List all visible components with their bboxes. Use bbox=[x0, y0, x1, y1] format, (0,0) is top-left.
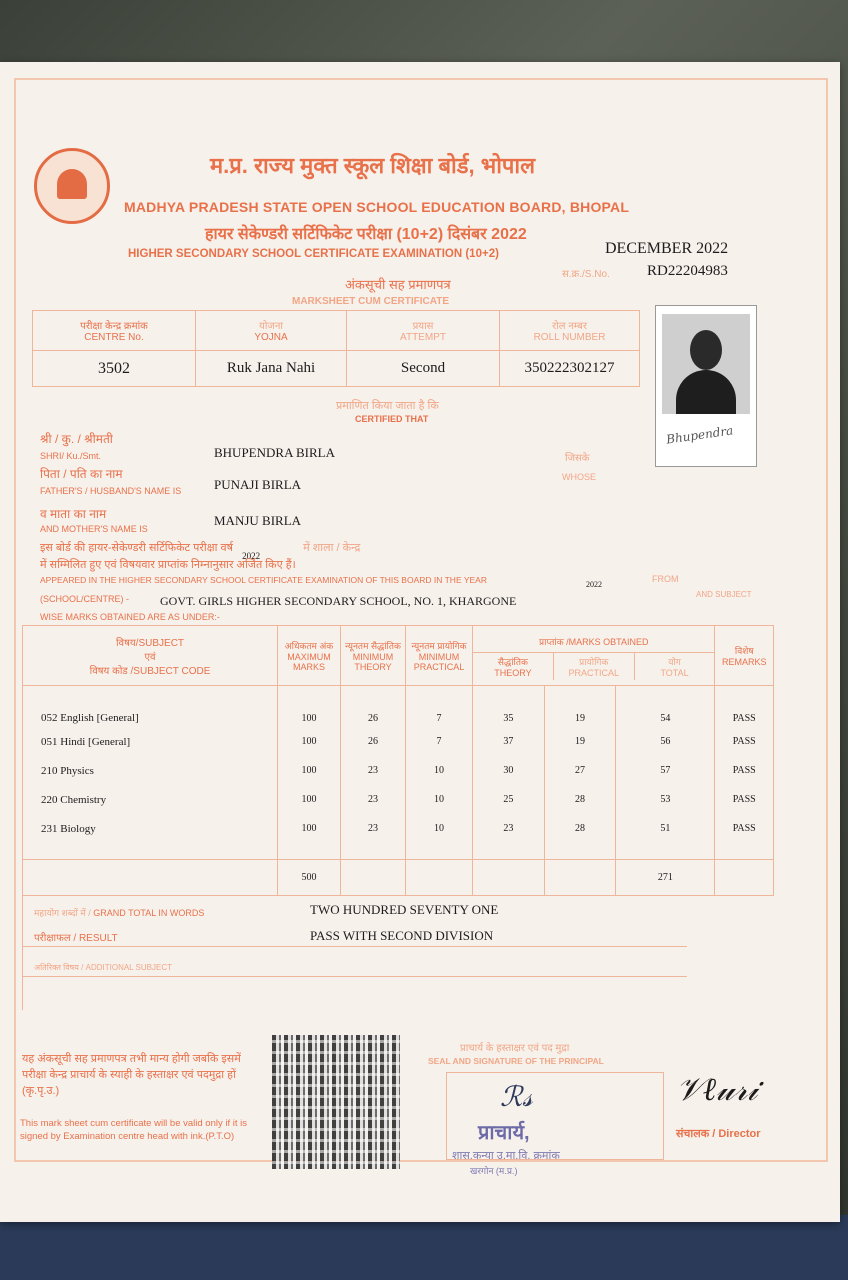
photo-body bbox=[676, 370, 736, 414]
appeared-hindi-line1 bbox=[40, 540, 361, 561]
additional-subject-label bbox=[34, 962, 172, 973]
min-practical-header-en: MINIMUM PRACTICAL bbox=[413, 652, 465, 672]
grand-total-label bbox=[34, 906, 204, 919]
yojna-value: Ruk Jana Nahi bbox=[196, 351, 347, 387]
subject-row bbox=[23, 788, 774, 817]
min-theory-header bbox=[341, 626, 406, 686]
mother-label-english: AND MOTHER'S NAME IS bbox=[40, 524, 148, 534]
subject-max-cell: 100 bbox=[278, 788, 341, 817]
subject-th-cell: 37 bbox=[473, 730, 545, 759]
subject-pr-cell: 28 bbox=[544, 788, 616, 817]
school-label: (SCHOOL/CENTRE) - bbox=[40, 594, 130, 604]
director-label bbox=[676, 1126, 761, 1141]
subject-pr-cell: 28 bbox=[544, 817, 616, 846]
subject-min-th-cell: 26 bbox=[341, 686, 406, 730]
from-label: FROM bbox=[652, 574, 679, 584]
subject-total-cell: 57 bbox=[616, 759, 715, 788]
practical-header-en: PRACTICAL bbox=[568, 668, 619, 678]
subject-total-cell: 53 bbox=[616, 788, 715, 817]
max-header-en: MAXIMUM MARKS bbox=[287, 652, 331, 672]
yojna-label-hi: योजना bbox=[259, 321, 283, 332]
centre-header bbox=[33, 311, 196, 351]
roll-label-en: ROLL NUMBER bbox=[533, 332, 606, 343]
name-label-hindi: श्री / कु. / श्रीमती bbox=[40, 432, 113, 446]
appeared-hindi-text: इस बोर्ड की हायर-सेकेण्डरी सर्टिफिकेट परीक्षा वर्ष bbox=[40, 542, 234, 554]
subject-rows-spacer bbox=[23, 846, 774, 860]
marks-header-row bbox=[23, 626, 774, 686]
subject-pr-cell: 27 bbox=[544, 759, 616, 788]
subject-max-cell: 100 bbox=[278, 817, 341, 846]
subject-row bbox=[23, 759, 774, 788]
roll-value: 350222302127 bbox=[500, 351, 640, 387]
remarks-header bbox=[715, 626, 774, 686]
min-theory-header-hi: न्यूनतम सैद्धांतिक bbox=[345, 641, 401, 651]
practical-header bbox=[554, 653, 635, 680]
footer-note-english: This mark sheet cum certificate will be valid only if it is signed by Examination centre head with ink.(P.T.O) bbox=[20, 1118, 248, 1142]
subject-total-cell: 54 bbox=[616, 686, 715, 730]
obtained-subheaders bbox=[473, 653, 714, 680]
seal-label-hindi: प्राचार्य के हस्ताक्षर एवं पद मुद्रा bbox=[460, 1043, 570, 1054]
subject-row bbox=[23, 686, 774, 730]
footer-note-hindi: यह अंकसूची सह प्रमाणपत्र तभी मान्य होगी जबकि इसमें परीक्षा केन्द्र प्राचार्य के स्याही के हस्ताक्षर एवं पदमुद्रा हों (कृ.पृ.उ.) bbox=[22, 1053, 241, 1097]
remarks-header-hi: विशेष bbox=[734, 646, 754, 656]
board-name-english: MADHYA PRADESH STATE OPEN SCHOOL EDUCATION BOARD, BHOPAL bbox=[124, 199, 630, 215]
yojna-label-en: YOJNA bbox=[254, 332, 288, 343]
mother-label-hindi: व माता का नाम bbox=[40, 507, 107, 521]
name-label-english: SHRI/ Ku./Smt. bbox=[40, 451, 102, 461]
attempt-label-hi: प्रयास bbox=[412, 321, 434, 332]
exam-month: DECEMBER 2022 bbox=[605, 240, 729, 257]
subject-th-cell: 35 bbox=[473, 686, 545, 730]
result-divider-2 bbox=[23, 976, 687, 977]
certified-hindi: प्रमाणित किया जाता है कि bbox=[336, 400, 439, 412]
subject-total-cell: 51 bbox=[616, 817, 715, 846]
grand-total-label-en: GRAND TOTAL IN WORDS bbox=[93, 908, 205, 918]
director-label-en: Director bbox=[718, 1128, 761, 1140]
roll-label-hi: रोल नम्बर bbox=[552, 321, 587, 332]
subject-th-cell: 23 bbox=[473, 817, 545, 846]
director-label-hi: संचालक / bbox=[676, 1128, 716, 1140]
remarks-header-en: REMARKS bbox=[721, 657, 767, 667]
subject-header-eva: एवं bbox=[144, 651, 156, 663]
subject-th-cell: 30 bbox=[473, 759, 545, 788]
spacer-cell bbox=[23, 846, 278, 860]
subject-pr-cell: 19 bbox=[544, 730, 616, 759]
min-practical-header-hi: न्यूनतम प्रायोगिक bbox=[411, 641, 467, 651]
subject-min-pr-cell: 10 bbox=[406, 788, 473, 817]
subject-name-cell: 220 Chemistry bbox=[23, 788, 278, 817]
result-divider-1 bbox=[23, 946, 687, 947]
practical-header-hi: प्रायोगिक bbox=[579, 657, 609, 667]
max-header-hi: अधिकतम अंक bbox=[284, 641, 334, 651]
total-header-en: TOTAL bbox=[660, 668, 689, 678]
photo-head bbox=[690, 330, 722, 370]
subject-name-cell: 052 English [General] bbox=[23, 686, 278, 730]
director-signature-icon: 𝒱ℓ𝓊𝓇𝒾 bbox=[676, 1070, 758, 1108]
subject-min-th-cell: 23 bbox=[341, 759, 406, 788]
total-header bbox=[635, 653, 715, 680]
roll-header bbox=[500, 311, 640, 351]
appeared-english-line: APPEARED IN THE HIGHER SECONDARY SCHOOL CERTIFICATE EXAMINATION OF THIS BOARD IN THE YEAR bbox=[40, 575, 487, 585]
principal-stamp-line1: प्राचार्य, bbox=[478, 1122, 530, 1144]
spacer-cell bbox=[715, 846, 774, 860]
subject-min-th-cell: 23 bbox=[341, 817, 406, 846]
additional-label-hi: अतिरिक्त विषय / bbox=[34, 963, 84, 972]
result-value: PASS WITH SECOND DIVISION bbox=[310, 928, 494, 943]
subject-remark-cell: PASS bbox=[715, 730, 774, 759]
subject-min-th-cell: 26 bbox=[341, 730, 406, 759]
title-hindi: अंकसूची सह प्रमाणपत्र bbox=[345, 277, 451, 292]
appeared-hindi-line2: में सम्मिलित हुए एवं विषयवार प्राप्तांक निम्नानुसार अर्जित किए हैं। bbox=[40, 559, 296, 571]
candidate-info-table bbox=[32, 310, 640, 387]
subject-min-th-cell: 23 bbox=[341, 788, 406, 817]
attempt-header bbox=[347, 311, 500, 351]
candidate-name: BHUPENDRA BIRLA bbox=[214, 445, 335, 460]
serial-label: स.क्र./S.No. bbox=[562, 269, 610, 280]
subject-rows bbox=[23, 686, 774, 860]
spacer-cell bbox=[406, 846, 473, 860]
total-obtained-marks: 271 bbox=[616, 860, 715, 896]
photo-image bbox=[662, 314, 750, 414]
subject-total-cell: 56 bbox=[616, 730, 715, 759]
theory-header-hi: सैद्धांतिक bbox=[497, 657, 528, 667]
result-label bbox=[34, 930, 118, 944]
subject-remark-cell: PASS bbox=[715, 817, 774, 846]
subject-min-pr-cell: 10 bbox=[406, 817, 473, 846]
subject-row bbox=[23, 730, 774, 759]
subject-pr-cell: 19 bbox=[544, 686, 616, 730]
candidate-photo bbox=[655, 305, 757, 467]
title-english: MARKSHEET CUM CERTIFICATE bbox=[292, 296, 450, 307]
obtained-header-label: प्राप्तांक /MARKS OBTAINED bbox=[473, 631, 714, 653]
subject-name-cell: 051 Hindi [General] bbox=[23, 730, 278, 759]
photo-signature: Bhupendra bbox=[665, 423, 735, 447]
subject-name-cell: 231 Biology bbox=[23, 817, 278, 846]
max-header bbox=[278, 626, 341, 686]
subject-remark-cell: PASS bbox=[715, 759, 774, 788]
min-practical-header bbox=[406, 626, 473, 686]
attempt-value: Second bbox=[347, 351, 500, 387]
exam-name-hindi: हायर सेकेण्डरी सर्टिफिकेट परीक्षा (10+2) दिसंबर 2022 bbox=[205, 226, 527, 243]
father-label-hindi: पिता / पति का नाम bbox=[40, 467, 123, 481]
certified-english: CERTIFIED THAT bbox=[355, 414, 429, 424]
theory-header-en: THEORY bbox=[494, 668, 532, 678]
whose-hindi: जिसके bbox=[565, 453, 590, 464]
father-name: PUNAJI BIRLA bbox=[214, 477, 302, 492]
board-logo-icon bbox=[34, 148, 110, 224]
subject-header-hi: विषय/SUBJECT bbox=[115, 637, 185, 649]
grand-total-words: TWO HUNDRED SEVENTY ONE bbox=[310, 902, 499, 917]
serial-number: RD22204983 bbox=[647, 263, 728, 279]
subject-remark-cell: PASS bbox=[715, 788, 774, 817]
subject-remark-cell: PASS bbox=[715, 686, 774, 730]
subject-max-cell: 100 bbox=[278, 730, 341, 759]
exam-name-english: HIGHER SECONDARY SCHOOL CERTIFICATE EXAMINATION (10+2) bbox=[128, 248, 499, 260]
attempt-label-en: ATTEMPT bbox=[400, 332, 446, 343]
min-theory-header-en: MINIMUM THEORY bbox=[352, 652, 394, 672]
and-subject-label: AND SUBJECT bbox=[696, 590, 752, 599]
spacer-cell bbox=[544, 846, 616, 860]
subject-max-cell: 100 bbox=[278, 759, 341, 788]
result-label-en: RESULT bbox=[78, 933, 118, 944]
mother-name: MANJU BIRLA bbox=[214, 513, 302, 528]
wise-marks-label: WISE MARKS OBTAINED ARE AS UNDER:- bbox=[40, 612, 220, 622]
appeared-year-hindi: 2022 bbox=[242, 551, 261, 561]
subject-row bbox=[23, 817, 774, 846]
subject-min-pr-cell: 7 bbox=[406, 730, 473, 759]
school-name: GOVT. GIRLS HIGHER SECONDARY SCHOOL, NO. 1, KHARGONE bbox=[160, 594, 517, 608]
subject-max-cell: 100 bbox=[278, 686, 341, 730]
qr-code-icon bbox=[272, 1035, 400, 1169]
principal-signature-icon: ℛ𝓈 bbox=[500, 1080, 533, 1113]
principal-seal-box bbox=[446, 1072, 664, 1160]
result-label-hi: परीक्षाफल / bbox=[34, 933, 77, 944]
subject-header-code: विषय कोड /SUBJECT CODE bbox=[89, 665, 211, 677]
appeared-year: 2022 bbox=[586, 580, 602, 589]
subject-name-cell: 210 Physics bbox=[23, 759, 278, 788]
spacer-cell bbox=[341, 846, 406, 860]
father-label-english: FATHER'S / HUSBAND'S NAME IS bbox=[40, 486, 182, 496]
principal-stamp-line3: खरगोन (म.प्र.) bbox=[470, 1166, 518, 1176]
spacer-cell bbox=[278, 846, 341, 860]
totals-blank-6 bbox=[715, 860, 774, 896]
centre-label-hi: परीक्षा केन्द्र क्रमांक bbox=[80, 321, 148, 332]
obtained-header bbox=[473, 626, 715, 686]
marks-table bbox=[22, 625, 774, 896]
additional-label-en: ADDITIONAL SUBJECT bbox=[85, 963, 173, 972]
subject-th-cell: 25 bbox=[473, 788, 545, 817]
centre-label-en: CENTRE No. bbox=[84, 332, 144, 343]
board-name-hindi: म.प्र. राज्य मुक्त स्कूल शिक्षा बोर्ड, भोपाल bbox=[210, 153, 536, 178]
centre-value: 3502 bbox=[33, 351, 196, 387]
seal-label-english: SEAL AND SIGNATURE OF THE PRINCIPAL bbox=[428, 1056, 604, 1066]
subject-min-pr-cell: 7 bbox=[406, 686, 473, 730]
total-max-marks: 500 bbox=[278, 860, 341, 896]
whose-english: WHOSE bbox=[562, 472, 597, 482]
yojna-header bbox=[196, 311, 347, 351]
background-table bbox=[0, 1215, 848, 1280]
spacer-cell bbox=[616, 846, 715, 860]
spacer-cell bbox=[473, 846, 545, 860]
appeared-hindi-end: में शाला / केन्द्र bbox=[303, 542, 361, 554]
subject-min-pr-cell: 10 bbox=[406, 759, 473, 788]
theory-header bbox=[473, 653, 554, 680]
grand-total-label-hi: महायोग शब्दों में / bbox=[34, 908, 91, 918]
total-header-hi: योग bbox=[668, 657, 681, 667]
principal-stamp-line2: शास.कन्या उ.मा.वि. क्रमांक bbox=[452, 1150, 560, 1162]
subject-header bbox=[23, 626, 278, 686]
